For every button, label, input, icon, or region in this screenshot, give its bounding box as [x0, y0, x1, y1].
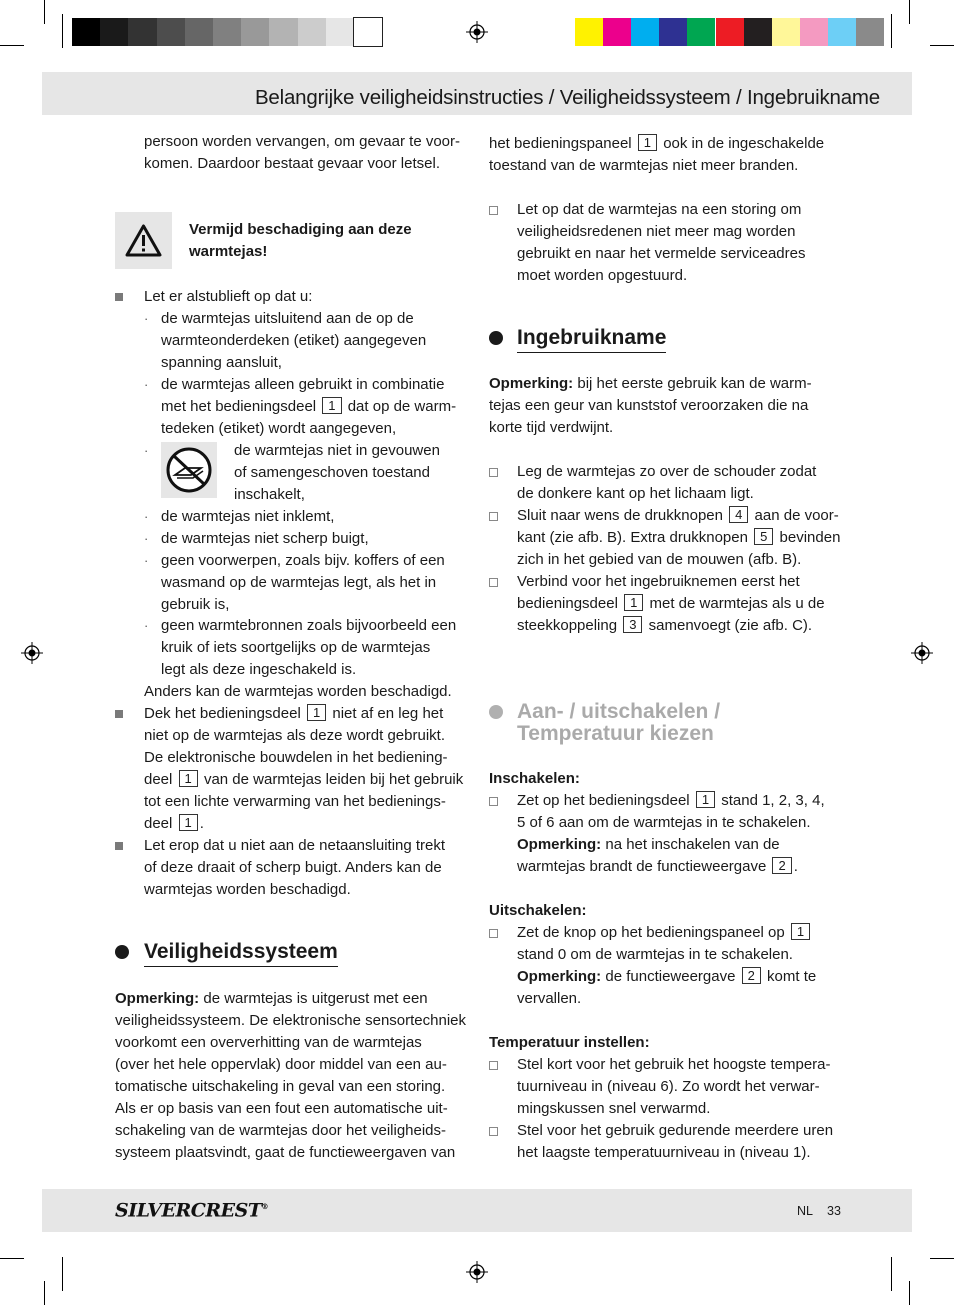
b2-line-3: De elektronische bouwdelen in het bediening- — [144, 749, 448, 766]
text: niet af en leg het — [332, 705, 444, 722]
part-ref-box: 1 — [179, 814, 198, 831]
sub6-line-1: geen voorwerpen, zoals bijv. koffers of een — [161, 552, 445, 569]
grayscale-swatch — [241, 18, 269, 46]
veilig-line-6: Als er op basis van een fout een automatische uit- — [115, 1100, 448, 1117]
logo-text: SILVERCREST — [115, 1199, 262, 1222]
part-ref-box: 2 — [742, 967, 761, 984]
text: na het inschakelen van de — [605, 836, 780, 853]
uit-line-3 — [517, 966, 816, 988]
uit-line-1 — [517, 922, 812, 944]
sub1-line-2: warmteonderdeken (etiket) aangegeven — [161, 332, 427, 349]
b2-line-2: niet op de warmtejas als deze wordt gebruikt. — [144, 727, 445, 744]
b3-line-1: Let erop dat u niet aan de netaansluiting trekt — [144, 837, 446, 854]
text: Zet op het bedieningsdeel — [517, 792, 690, 809]
grayscale-swatch — [100, 18, 128, 46]
text: de warmtejas is uitgerust met een — [203, 990, 428, 1007]
cont-line-1 — [489, 133, 824, 155]
open-square-bullet — [489, 929, 498, 938]
sub-bullet-dot: · — [144, 553, 149, 568]
grayscale-swatch — [185, 18, 213, 46]
text: bij het eerste gebruik kan de warm- — [577, 375, 812, 392]
text: komt te — [767, 968, 817, 985]
i2-line-1 — [517, 505, 839, 527]
footer-lang: NL — [797, 1204, 813, 1218]
grayscale-swatch — [354, 18, 382, 46]
veilig-line-5: tomatische uitschakeling in geval van een storing. — [115, 1078, 446, 1095]
color-swatch — [687, 18, 715, 46]
color-swatch — [716, 18, 744, 46]
sub7-line-3: legt als deze ingeschakeld is. — [161, 661, 357, 678]
uit-line-4: vervallen. — [517, 990, 582, 1007]
in-line-3 — [517, 834, 780, 856]
open-square-bullet — [489, 797, 498, 806]
text: steekkoppeling — [517, 617, 618, 634]
veilig-line-2: veiligheidssysteem. De elektronische sensortechniek — [115, 1012, 467, 1029]
text: dat op de warm- — [347, 398, 457, 415]
in-line-1 — [517, 790, 825, 812]
b2-line-5: tot een lichte verwarming van het bedienings- — [144, 793, 446, 810]
warning-heading-line-2: warmtejas! — [189, 243, 268, 260]
grayscale-swatch — [157, 18, 185, 46]
storing-line-2: veiligheidsredenen niet meer mag worden — [517, 223, 796, 240]
text: van de warmtejas leiden bij het gebruik — [203, 771, 464, 788]
text: Zet de knop op het bedieningspaneel op — [517, 924, 785, 941]
warning-heading-line-1: Vermijd beschadiging aan deze — [189, 221, 412, 238]
i3-line-3 — [517, 615, 812, 637]
text: met de warmtejas als u de — [649, 595, 825, 612]
part-ref-box: 1 — [624, 594, 643, 611]
color-swatch — [772, 18, 800, 46]
section-heading-veiligheidssysteem: Veiligheidssysteem — [144, 939, 338, 967]
no-folding-box — [161, 442, 217, 498]
text: het bedieningspaneel — [489, 135, 632, 152]
b2-line-4 — [144, 769, 463, 791]
t2-line-2: het laagste temperatuurniveau in (niveau 1). — [517, 1144, 811, 1161]
text: aan de voor- — [754, 507, 839, 524]
i3-line-2 — [517, 593, 825, 615]
section-dot-icon — [115, 945, 129, 959]
sub1-line-3: spanning aansluit, — [161, 354, 282, 371]
grayscale-swatch — [269, 18, 297, 46]
sub3-line-1: de warmtejas niet in gevouwen — [234, 442, 440, 459]
text: kant (zie afb. B). Extra drukknopen — [517, 529, 748, 546]
i1-line-1: Leg de warmtejas zo over de schouder zodat — [517, 463, 817, 480]
color-swatch — [631, 18, 659, 46]
sub-bullet-dot: · — [144, 618, 149, 633]
color-swatch — [575, 18, 603, 46]
veilig-line-8: systeem plaatsvindt, gaat de functieweergaven van — [115, 1144, 456, 1161]
sub3-line-3: inschakelt, — [234, 486, 305, 503]
color-swatch — [800, 18, 828, 46]
open-square-bullet — [489, 512, 498, 521]
part-ref-box: 1 — [179, 770, 198, 787]
square-bullet — [115, 710, 123, 718]
sub4: de warmtejas niet inklemt, — [161, 508, 335, 525]
ing-note-line-1 — [489, 373, 812, 395]
open-square-bullet — [489, 1127, 498, 1136]
text: deel — [144, 771, 173, 788]
page-number: 33 — [827, 1204, 841, 1218]
section-heading-ingebruikname: Ingebruikname — [517, 325, 666, 353]
registration-mark-bottom-icon — [466, 1261, 488, 1283]
sub2-line-2 — [161, 396, 456, 418]
open-square-bullet — [489, 578, 498, 587]
text: warmtejas brandt de functieweergave — [517, 858, 767, 875]
brand-logo — [115, 1196, 268, 1221]
part-ref-box: 2 — [772, 857, 791, 874]
open-square-bullet — [489, 206, 498, 215]
i3-line-1: Verbind voor het ingebruiknemen eerst het — [517, 573, 800, 590]
sub-bullet-dot: · — [144, 443, 149, 458]
text: bedieningsdeel — [517, 595, 618, 612]
note-label: Opmerking: — [489, 375, 574, 392]
storing-line-1: Let op dat de warmtejas na een storing om — [517, 201, 802, 218]
uitschakelen-heading: Uitschakelen: — [489, 902, 587, 919]
sub3-line-2: of samengeschoven toestand — [234, 464, 430, 481]
t1-line-3: mingskussen snel verwarmd. — [517, 1100, 711, 1117]
text: ook in de ingeschakelde — [663, 135, 825, 152]
registration-mark-right-icon — [911, 642, 933, 664]
sub2-line-1: de warmtejas alleen gebruikt in combinatie — [161, 376, 445, 393]
i2-line-3: zich in het gebied van de mouwen (afb. B). — [517, 551, 802, 568]
section-dot-icon — [489, 705, 503, 719]
sub-bullet-dot: · — [144, 377, 149, 392]
square-bullet — [115, 842, 123, 850]
color-swatch — [744, 18, 772, 46]
inschakelen-heading: Inschakelen: — [489, 770, 580, 787]
uit-line-2: stand 0 om de warmtejas in te schakelen. — [517, 946, 793, 963]
color-swatch — [856, 18, 884, 46]
text: Dek het bedieningsdeel — [144, 705, 301, 722]
note-label: Opmerking: — [517, 968, 602, 985]
veilig-line-7: schakeling van de warmtejas door het veiligheids- — [115, 1122, 447, 1139]
text: . — [199, 815, 204, 832]
text: . — [793, 858, 798, 875]
ing-note-line-2: tejas een geur van kunststof veroorzaken die na — [489, 397, 809, 414]
page-title: Belangrijke veiligheidsinstructies / Veiligheidssysteem / Ingebruikname — [254, 86, 880, 109]
grayscale-swatch — [72, 18, 100, 46]
sub6-line-3: gebruik is, — [161, 596, 230, 613]
part-ref-box: 1 — [696, 791, 715, 808]
bullet-lead: Let er alstublieft op dat u: — [144, 288, 313, 305]
sub-bullet-dot: · — [144, 311, 149, 326]
in-line-2: 5 of 6 aan om de warmtejas in te schakelen. — [517, 814, 811, 831]
part-ref-box: 1 — [791, 923, 810, 940]
text: de functieweergave — [605, 968, 736, 985]
section-heading-aan-uit-line-2: Temperatuur kiezen — [517, 722, 714, 745]
part-ref-box: 3 — [623, 616, 642, 633]
text: bevinden — [779, 529, 841, 546]
no-folding-icon — [161, 442, 217, 498]
otherwise-text: Anders kan de warmtejas worden beschadigd. — [144, 683, 452, 700]
color-swatch — [828, 18, 856, 46]
part-ref-box: 1 — [307, 704, 326, 721]
sub7-line-1: geen warmtebronnen zoals bijvoorbeeld een — [161, 617, 457, 634]
storing-line-3: gebruikt en naar het vermelde serviceadres — [517, 245, 806, 262]
sub-bullet-dot: · — [144, 509, 149, 524]
b3-line-2: of deze draait of scherp buigt. Anders kan de — [144, 859, 442, 876]
b3-line-3: warmtejas worden beschadigd. — [144, 881, 351, 898]
b2-line-6 — [144, 813, 204, 835]
intro-line-1: persoon worden vervangen, om gevaar te voor- — [144, 133, 461, 150]
sub1-line-1: de warmtejas uitsluitend aan de op de — [161, 310, 414, 327]
color-swatch — [603, 18, 631, 46]
grayscale-swatch — [213, 18, 241, 46]
part-ref-box: 5 — [754, 528, 773, 545]
grayscale-swatch — [298, 18, 326, 46]
sub-bullet-dot: · — [144, 531, 149, 546]
text: met het bedieningsdeel — [161, 398, 317, 415]
grayscale-swatch — [128, 18, 156, 46]
b2-line-1 — [144, 703, 443, 725]
part-ref-box: 1 — [638, 134, 657, 151]
intro-line-2: komen. Daardoor bestaat gevaar voor letsel. — [144, 155, 440, 172]
section-dot-icon — [489, 331, 503, 345]
veilig-line-4: (over het hele oppervlak) door middel van een au- — [115, 1056, 447, 1073]
registration-mark-left-icon — [21, 642, 43, 664]
sub6-line-2: wasmand op de warmtejas legt, als het in — [161, 574, 437, 591]
t2-line-1: Stel voor het gebruik gedurende meerdere uren — [517, 1122, 834, 1139]
text: Sluit naar wens de drukknopen — [517, 507, 723, 524]
sub7-line-2: kruik of iets soortgelijks op de warmtejas — [161, 639, 431, 656]
color-swatch — [659, 18, 687, 46]
part-ref-box: 4 — [729, 506, 748, 523]
warning-triangle-icon — [115, 212, 172, 269]
veilig-line-1 — [115, 988, 428, 1010]
note-label: Opmerking: — [517, 836, 602, 853]
registration-mark-top-icon — [466, 21, 488, 43]
t1-line-2: tuurniveau in (niveau 6). Zo wordt het verwar- — [517, 1078, 820, 1095]
logo-mark: ® — [261, 1202, 268, 1211]
i1-line-2: de donkere kant op het lichaam ligt. — [517, 485, 754, 502]
sub5: de warmtejas niet scherp buigt, — [161, 530, 369, 547]
in-line-4 — [517, 856, 798, 878]
t1-line-1: Stel kort voor het gebruik het hoogste tempera- — [517, 1056, 831, 1073]
open-square-bullet — [489, 1061, 498, 1070]
cont-line-2: toestand van de warmtejas niet meer branden. — [489, 157, 799, 174]
temp-heading: Temperatuur instellen: — [489, 1034, 650, 1051]
warning-box — [115, 212, 172, 269]
grayscale-swatch — [326, 18, 354, 46]
sub2-line-3: tedeken (etiket) wordt aangegeven, — [161, 420, 397, 437]
part-ref-box: 1 — [322, 397, 341, 414]
note-label: Opmerking: — [115, 990, 200, 1007]
veilig-line-3: voorkomt een oververhitting van de warmtejas — [115, 1034, 422, 1051]
open-square-bullet — [489, 468, 498, 477]
text: stand 1, 2, 3, 4, — [721, 792, 825, 809]
text: samenvoegt (zie afb. C). — [648, 617, 813, 634]
square-bullet — [115, 293, 123, 301]
storing-line-4: moet worden opgestuurd. — [517, 267, 688, 284]
ing-note-line-3: korte tijd verdwijnt. — [489, 419, 614, 436]
text: deel — [144, 815, 173, 832]
section-heading-aan-uit-line-1: Aan- / uitschakelen / — [517, 700, 721, 723]
i2-line-2 — [517, 527, 840, 549]
